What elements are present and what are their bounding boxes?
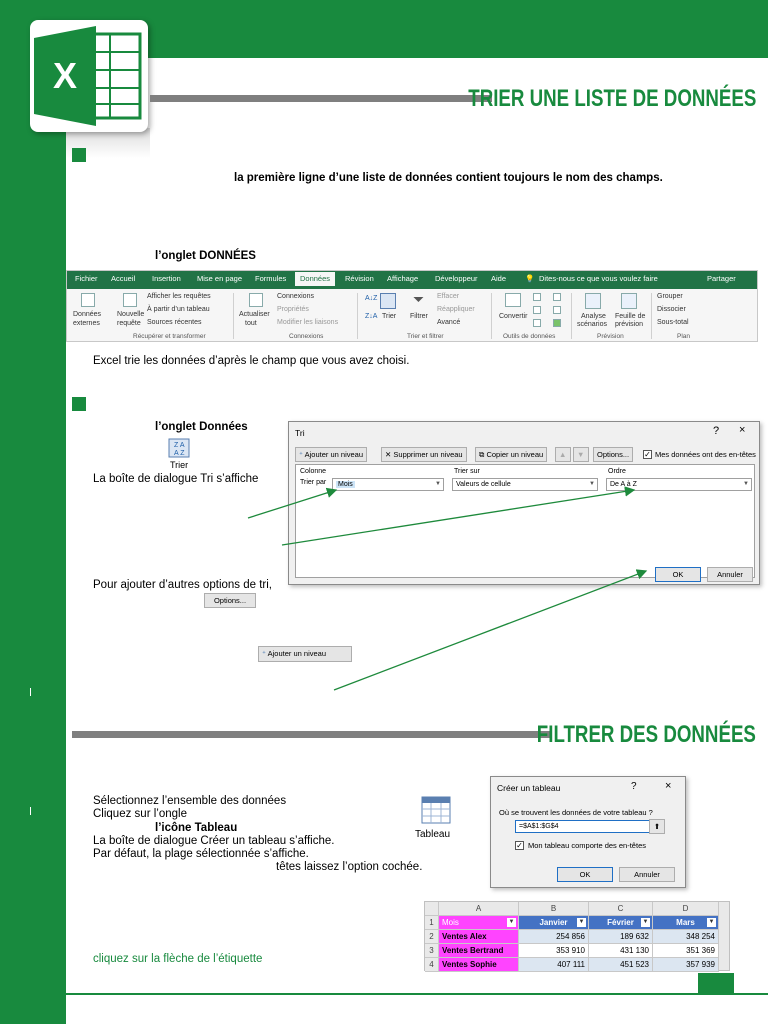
sources-recentes[interactable]: Sources récentes	[147, 319, 202, 326]
convertir-button[interactable]: Convertir	[499, 313, 528, 320]
trier-icon-label: Trier	[170, 460, 189, 470]
donnees-externes-line1[interactable]: Données	[73, 311, 102, 318]
tick-mark	[30, 688, 31, 696]
sales-sheet	[424, 901, 730, 971]
group-connexions: Connexions	[289, 333, 324, 340]
sort-az-icon[interactable]: A↓Z	[365, 295, 378, 302]
actualiser-tout-line2[interactable]: tout	[245, 320, 257, 327]
headers-checkbox-2-label: Mon tableau comporte des en-têtes	[528, 841, 646, 850]
step-tetes: têtes laissez l’option cochée.	[276, 861, 423, 873]
trier-button[interactable]: Trier	[382, 313, 397, 320]
filter-dropdown-icon: ▼	[642, 919, 649, 925]
tri-ok-button[interactable]: OK	[655, 567, 701, 582]
effacer-button[interactable]: Effacer	[437, 293, 460, 300]
svg-text:X: X	[52, 55, 78, 96]
afficher-requetes[interactable]: Afficher les requêtes	[147, 293, 211, 300]
close-icon[interactable]: ×	[739, 424, 746, 436]
svg-text:Z A: Z A	[174, 442, 185, 449]
filter-dropdown-icon: ▼	[578, 919, 585, 925]
grouper-button[interactable]: Grouper	[657, 293, 683, 300]
supprimer-niveau-button[interactable]: ✕ Supprimer un niveau	[381, 447, 467, 462]
group-recuperer: Récupérer et transformer	[133, 333, 206, 340]
step-selectionnez: Sélectionnez l’ensemble des données	[93, 795, 287, 807]
tab-developpeur[interactable]: Développeur	[435, 274, 478, 283]
collapse-dialog-icon[interactable]: ⬆	[649, 819, 665, 834]
colonne-select[interactable]: Mois ▼	[332, 478, 444, 491]
col-letter: B	[519, 902, 589, 916]
feuille-prevision-line1[interactable]: Feuille de	[615, 313, 646, 320]
label-onglet-donnees: l’onglet DONNÉES	[155, 250, 256, 262]
tab-mise-en-page[interactable]: Mise en page	[197, 274, 243, 283]
creer-annuler-button[interactable]: Annuler	[619, 867, 675, 882]
analyse-scenarios-line2[interactable]: scénarios	[577, 321, 607, 328]
tick-mark	[30, 807, 31, 815]
plus-icon: ⁺	[262, 649, 266, 658]
plus-icon: ⁺	[299, 450, 303, 459]
dissocier-button[interactable]: Dissocier	[657, 306, 686, 313]
filter-funnel-icon[interactable]: ⏷	[413, 291, 425, 307]
note-boite-tri: La boîte de dialogue Tri s’affiche	[93, 473, 259, 485]
range-input[interactable]: =$A$1:$G$4	[515, 820, 651, 833]
col-colonne-header: Colonne	[300, 468, 327, 475]
share-button[interactable]: Partager	[707, 274, 736, 283]
note-cliquez-fleche: cliquez sur la flèche de l’étiquette	[93, 953, 263, 965]
nouvelle-requete-line1[interactable]: Nouvelle	[117, 311, 145, 318]
tab-donnees[interactable]: Données	[295, 272, 335, 286]
options-button-inline[interactable]: Options...	[204, 593, 256, 608]
col-letter: C	[589, 902, 653, 916]
note-ajouter-options: Pour ajouter d’autres options de tri,	[93, 579, 272, 591]
headers-checkbox[interactable]: ✓	[644, 450, 651, 459]
range-question: Où se trouvent les données de votre tableau ?	[499, 808, 653, 817]
trier-par-label: Trier par	[300, 479, 327, 486]
table-cell[interactable]: 451 523	[589, 958, 653, 972]
svg-text:A Z: A Z	[174, 450, 185, 457]
table-cell-name[interactable]: Ventes Bertrand	[439, 944, 519, 958]
table-cell[interactable]: 348 254	[653, 930, 719, 944]
chevron-down-icon: ▼	[589, 481, 595, 487]
chevron-down-icon: ▼	[743, 481, 749, 487]
bottom-green-box	[698, 973, 734, 995]
tab-fichier[interactable]: Fichier	[75, 274, 98, 283]
reappliquer-button[interactable]: Réappliquer	[437, 306, 475, 313]
step-cliquez-onglet: Cliquez sur l’ongle	[93, 808, 187, 820]
tell-me-search[interactable]: Dites-nous ce que vous voulez faire	[539, 274, 658, 283]
proprietes-button[interactable]: Propriétés	[277, 306, 309, 313]
row-number: 2	[425, 930, 439, 944]
table-icon	[421, 796, 451, 824]
header-cell-fevrier[interactable]: Février ▼	[589, 916, 653, 930]
filter-dropdown-icon: ▼	[708, 919, 715, 925]
help-icon[interactable]: ?	[631, 781, 637, 792]
nouvelle-requete-line2[interactable]: requête	[117, 320, 141, 327]
filter-dropdown-icon: ▼	[508, 919, 515, 925]
creer-ok-button[interactable]: OK	[557, 867, 613, 882]
label-onglet-donnees-2: l’onglet Données	[155, 421, 248, 433]
heading-trier: TRIER UNE LISTE DE DONNÉES	[467, 85, 756, 112]
filtrer-button[interactable]: Filtrer	[410, 313, 428, 320]
step-par-defaut: Par défaut, la plage sélectionnée s’affiche.	[93, 848, 309, 860]
tri-dialog-title: Tri	[295, 428, 305, 438]
table-cell[interactable]: 357 939	[653, 958, 719, 972]
avance-button[interactable]: Avancé	[437, 319, 461, 326]
group-trier-filtrer: Trier et filtrer	[407, 333, 444, 340]
group-plan: Plan	[677, 333, 691, 340]
donnees-externes-line2[interactable]: externes	[73, 320, 100, 327]
arrow-to-ordre	[282, 490, 634, 545]
header-cell-mars[interactable]: Mars ▼	[653, 916, 719, 930]
row-number: 3	[425, 944, 439, 958]
note-excel-trie: Excel trie les données d’après le champ que vous avez choisi.	[93, 355, 410, 367]
copy-icon: ⧉	[479, 450, 485, 459]
tab-affichage[interactable]: Affichage	[387, 274, 419, 283]
group-outils: Outils de données	[503, 333, 556, 340]
help-icon[interactable]: ?	[713, 425, 720, 437]
step-icone-tableau: l’icône Tableau	[155, 822, 238, 834]
heading-rule-2	[72, 731, 552, 738]
headers-checkbox-label: Mes données ont des en-têtes	[655, 450, 756, 459]
copier-niveau-button[interactable]: ⧉ Copier un niveau	[475, 447, 547, 462]
move-up-icon[interactable]: ▲	[555, 447, 571, 462]
lightbulb-icon: 💡	[525, 274, 535, 283]
col-ordre-header: Ordre	[608, 468, 626, 475]
row-number: 4	[425, 958, 439, 972]
ajouter-niveau-button[interactable]: ⁺ Ajouter un niveau	[295, 447, 367, 462]
tab-accueil[interactable]: Accueil	[111, 274, 136, 283]
connexions-button[interactable]: Connexions	[277, 293, 314, 300]
row-number: 1	[425, 916, 439, 930]
sort-za-icon[interactable]: Z↓A	[365, 313, 378, 320]
ajouter-niveau-inline-button[interactable]: ⁺ Ajouter un niveau	[258, 646, 352, 662]
close-icon[interactable]: ×	[665, 780, 672, 792]
feuille-prevision-line2[interactable]: prévision	[615, 321, 644, 328]
table-cell[interactable]: 189 632	[589, 930, 653, 944]
sous-total-button[interactable]: Sous-total	[657, 319, 689, 326]
move-down-icon[interactable]: ▼	[573, 447, 589, 462]
heading-filtrer: FILTRER DES DONNÉES	[536, 721, 756, 748]
tab-aide[interactable]: Aide	[491, 274, 507, 283]
table-cell[interactable]: 407 111	[519, 958, 589, 972]
creer-tableau-dialog	[490, 776, 686, 888]
header-cell-janvier[interactable]: Janvier ▼	[519, 916, 589, 930]
corner-cell	[425, 902, 439, 916]
chevron-down-icon: ▼	[435, 481, 441, 487]
delete-x-icon: ✕	[385, 450, 392, 459]
table-cell[interactable]: 351 369	[653, 944, 719, 958]
table-cell[interactable]: 254 856	[519, 930, 589, 944]
arrow-to-ok	[334, 571, 646, 690]
col-letter: D	[653, 902, 719, 916]
step-boite-creer: La boîte de dialogue Créer un tableau s’affiche.	[93, 835, 335, 847]
ordre-select[interactable]: De A à Z ▼	[606, 478, 752, 491]
headers-checkbox-2[interactable]: ✓	[516, 841, 523, 850]
creer-dialog-title: Créer un tableau	[497, 783, 561, 793]
tab-revision[interactable]: Révision	[345, 274, 374, 283]
options-button[interactable]: Options...	[593, 447, 633, 462]
modifier-liaisons-button[interactable]: Modifier les liaisons	[277, 319, 339, 326]
arrow-to-colonne	[248, 490, 336, 518]
table-icon-label: Tableau	[415, 829, 451, 840]
bottom-green-line	[66, 993, 768, 995]
note-first-line: la première ligne d’une liste de données contient toujours le nom des champs.	[234, 172, 663, 184]
trier-sur-select[interactable]: Valeurs de cellule ▼	[452, 478, 598, 491]
table-cell-name[interactable]: Ventes Sophie	[439, 958, 519, 972]
tab-formules[interactable]: Formules	[255, 274, 287, 283]
table-cell-name[interactable]: Ventes Alex	[439, 930, 519, 944]
actualiser-tout-line1[interactable]: Actualiser	[239, 311, 270, 318]
table-cell[interactable]: 431 130	[589, 944, 653, 958]
col-letter: A	[439, 902, 519, 916]
header-cell-mois[interactable]: Mois ▼	[439, 916, 519, 930]
a-partir-tableau[interactable]: À partir d’un tableau	[147, 306, 210, 313]
group-prevision: Prévision	[597, 333, 624, 340]
tri-annuler-button[interactable]: Annuler	[707, 567, 753, 582]
col-trier-sur-header: Trier sur	[454, 468, 480, 475]
table-cell[interactable]: 353 910	[519, 944, 589, 958]
tab-insertion[interactable]: Insertion	[152, 274, 181, 283]
analyse-scenarios-line1[interactable]: Analyse	[581, 313, 606, 320]
